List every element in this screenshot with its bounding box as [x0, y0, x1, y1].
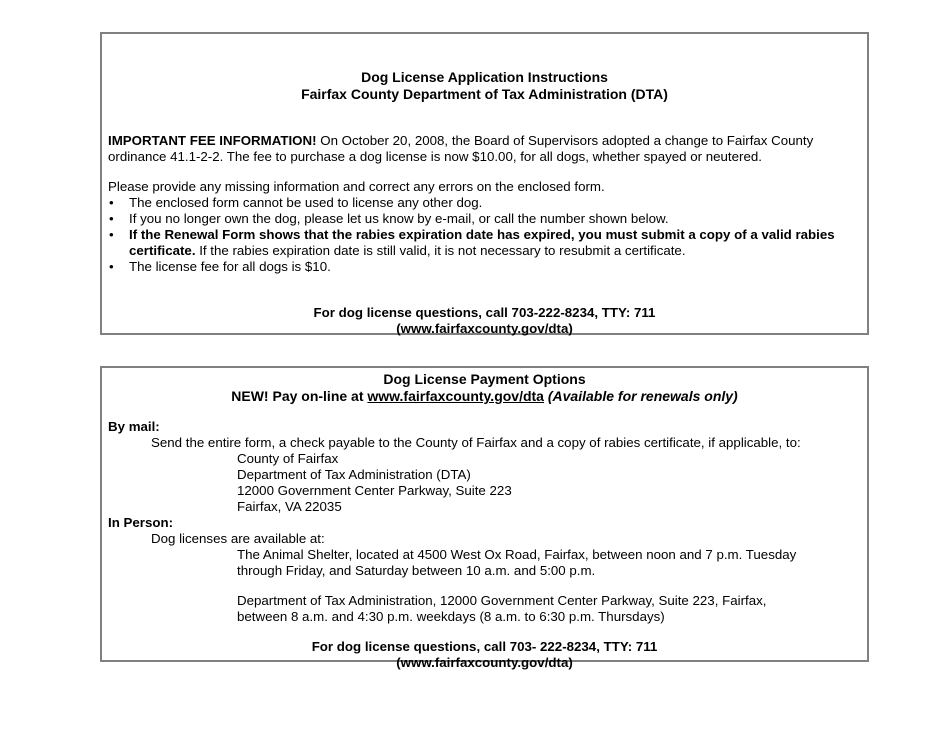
fee-paragraph [108, 133, 861, 149]
in-person-section [108, 515, 861, 625]
fee-label: IMPORTANT FEE INFORMATION! [108, 133, 317, 148]
shelter-location [108, 547, 861, 579]
contact-website: (www.fairfaxcounty.gov/dta) [396, 655, 573, 670]
contact-phone: For dog license questions, call 703-222-8234, TTY: 711 [313, 305, 656, 320]
online-note: (Available for renewals only) [543, 388, 738, 404]
address-line: Department of Tax Administration (DTA) [237, 467, 471, 482]
bullet-text-bold: If the Renewal Form shows that the rabies expiration date has expired, you must submit a copy of a valid rabies [129, 227, 835, 242]
instructions-title: Dog License Application Instructions [361, 69, 608, 85]
dta-line: Department of Tax Administration, 12000 Government Center Parkway, Suite 223, Fairfax, [237, 593, 767, 608]
in-person-heading: In Person: [108, 515, 174, 530]
bullet-text-rest: If the rabies expiration date is still valid, it is not necessary to resubmit a certificate. [195, 243, 686, 258]
bullet-text: The license fee for all dogs is $10. [129, 259, 331, 274]
instructions-intro: Please provide any missing information and correct any errors on the enclosed form. [108, 179, 605, 194]
shelter-line: The Animal Shelter, located at 4500 West Ox Road, Fairfax, between noon and 7 p.m. Tuesday [237, 547, 797, 562]
payment-title-block [102, 371, 867, 405]
mail-section [108, 419, 861, 515]
fee-text-line-1: On October 20, 2008, the Board of Supervisors adopted a change to Fairfax County [316, 133, 814, 148]
fee-information [108, 133, 861, 165]
contact-phone: For dog license questions, call 703- 222-8234, TTY: 711 [311, 639, 658, 654]
shelter-line: through Friday, and Saturday between 10 a.m. and 5:00 p.m. [237, 563, 596, 578]
contact-website: (www.fairfaxcounty.gov/dta) [396, 321, 573, 336]
list-item [108, 259, 861, 275]
mail-text: Send the entire form, a check payable to the County of Fairfax and a copy of rabies certificate, if applicable, to: [151, 435, 801, 450]
payment-contact-block [102, 639, 867, 671]
dta-line: between 8 a.m. and 4:30 p.m. weekdays (8 a.m. to 6:30 p.m. Thursdays) [237, 609, 665, 624]
mail-address [108, 451, 861, 515]
payment-box [100, 366, 869, 670]
payment-title: Dog License Payment Options [383, 371, 586, 387]
instructions-contact-block [102, 305, 867, 337]
instructions-subtitle: Fairfax County Department of Tax Administration (DTA) [301, 86, 668, 102]
list-item [108, 195, 861, 211]
list-item [108, 227, 861, 259]
bullet-text: The enclosed form cannot be used to license any other dog. [129, 195, 483, 210]
bullet-text-bold-2: certificate. [129, 243, 196, 258]
bullet-text: If you no longer own the dog, please let us know by e-mail, or call the number shown below. [129, 211, 669, 226]
mail-heading: By mail: [108, 419, 160, 434]
list-item [108, 211, 861, 227]
in-person-text: Dog licenses are available at: [151, 531, 325, 546]
address-line: Fairfax, VA 22035 [237, 499, 342, 514]
instructions-title-block [102, 69, 867, 103]
instructions-box [100, 32, 869, 335]
address-line: 12000 Government Center Parkway, Suite 223 [237, 483, 512, 498]
instructions-list [108, 195, 861, 275]
online-payment-line [102, 388, 867, 405]
fee-text-line-2: ordinance 41.1-2-2. The fee to purchase a dog license is now $10.00, for all dogs, whether spayed or neutered. [108, 149, 762, 164]
dta-location [108, 593, 861, 625]
online-payment-link[interactable]: www.fairfaxcounty.gov/dta [367, 388, 544, 404]
address-line: County of Fairfax [237, 451, 339, 466]
online-prefix: NEW! Pay on-line at [231, 388, 368, 404]
instructions-list-section [108, 179, 861, 275]
